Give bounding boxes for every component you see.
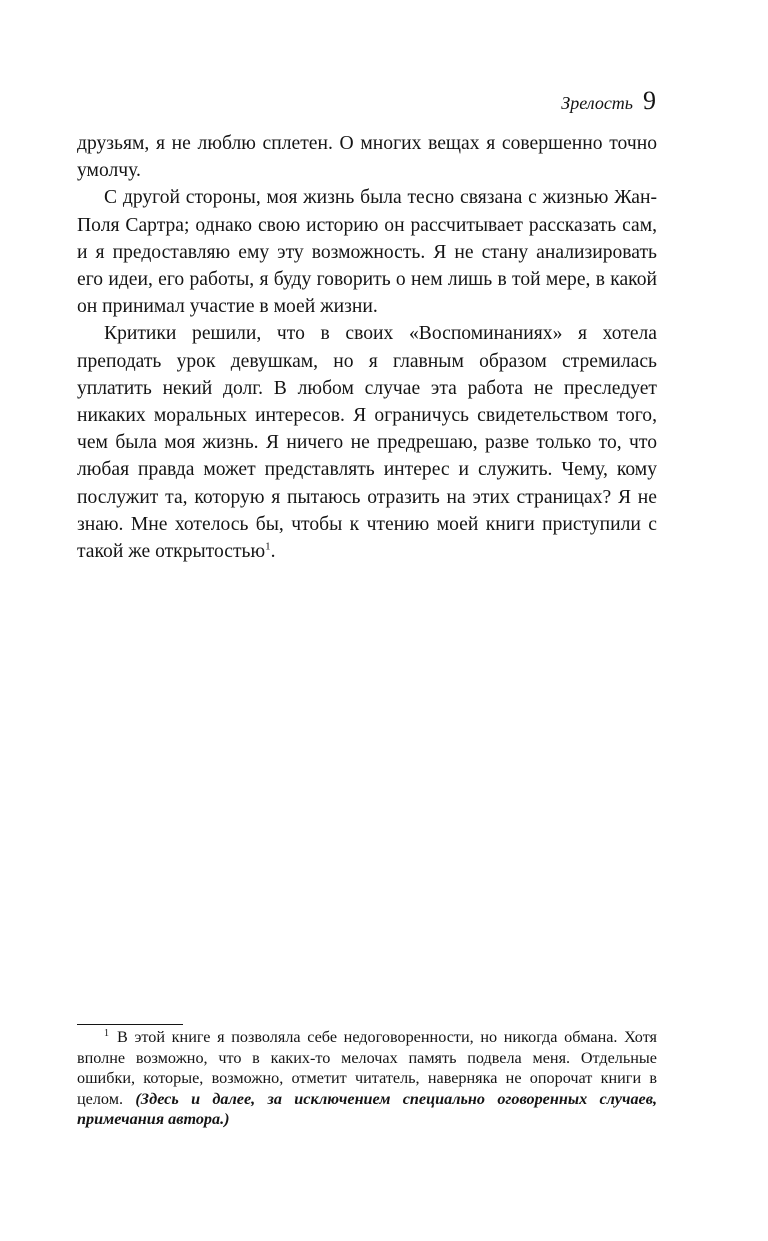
footnote-editor-note: (Здесь и далее, за исключением специально оговоренных случаев, примечания автора.) — [77, 1089, 657, 1128]
paragraph-2: С другой стороны, моя жизнь была тесно связана с жизнью Жан-Поля Сартра; однако свою историю он рассчитывает рассказать сам, и я предоставляю ему эту возможность. Я не стану анализировать его идеи, его работы, я буду говорить о нем лишь в той мере, в какой он принимал участие в моей жизни. — [77, 187, 657, 318]
footnote-mark: 1 — [104, 1027, 109, 1039]
running-title: Зрелость — [561, 93, 633, 113]
paragraph-3-end: . — [270, 541, 276, 563]
footnote-text: В этой книге я позволяла себе недоговоренности, но никогда обмана. Хотя вполне возможно, что в каких-то мелочах память подвела меня. Отдельные ошибки, которые, возможно, отметит читатель, наверняка не опорочат книги в целом. — [77, 1028, 657, 1108]
paragraph-3 — [77, 320, 657, 565]
paragraph-1: друзьям, я не люблю сплетен. О многих вещах я совершенно точно умолчу. — [77, 133, 657, 182]
footnote-paragraph — [77, 1027, 657, 1130]
paragraph-3-text: Критики решили, что в своих «Воспоминаниях» я хотела преподать урок девушкам, но я главным образом стремилась уплатить некий долг. В любом случае эта работа не преследует никаких моральных интересов. Я ограничусь свидетельством того, чем была моя жизнь. Я ничего не предрешаю, разве только то, что любая правда может представлять интерес и служить. Чему, кому послужит та, которую я пытаюсь отразить на этих страницах? Я не знаю. Мне хотелось бы, чтобы к чтению моей книги приступили с такой же открытостью — [77, 323, 657, 563]
footnote — [77, 1027, 657, 1130]
footnote-reference[interactable]: 1 — [265, 540, 271, 553]
body-text — [77, 130, 657, 565]
running-head — [561, 86, 656, 116]
footnote-divider — [77, 1024, 183, 1025]
page-number: 9 — [643, 86, 656, 115]
